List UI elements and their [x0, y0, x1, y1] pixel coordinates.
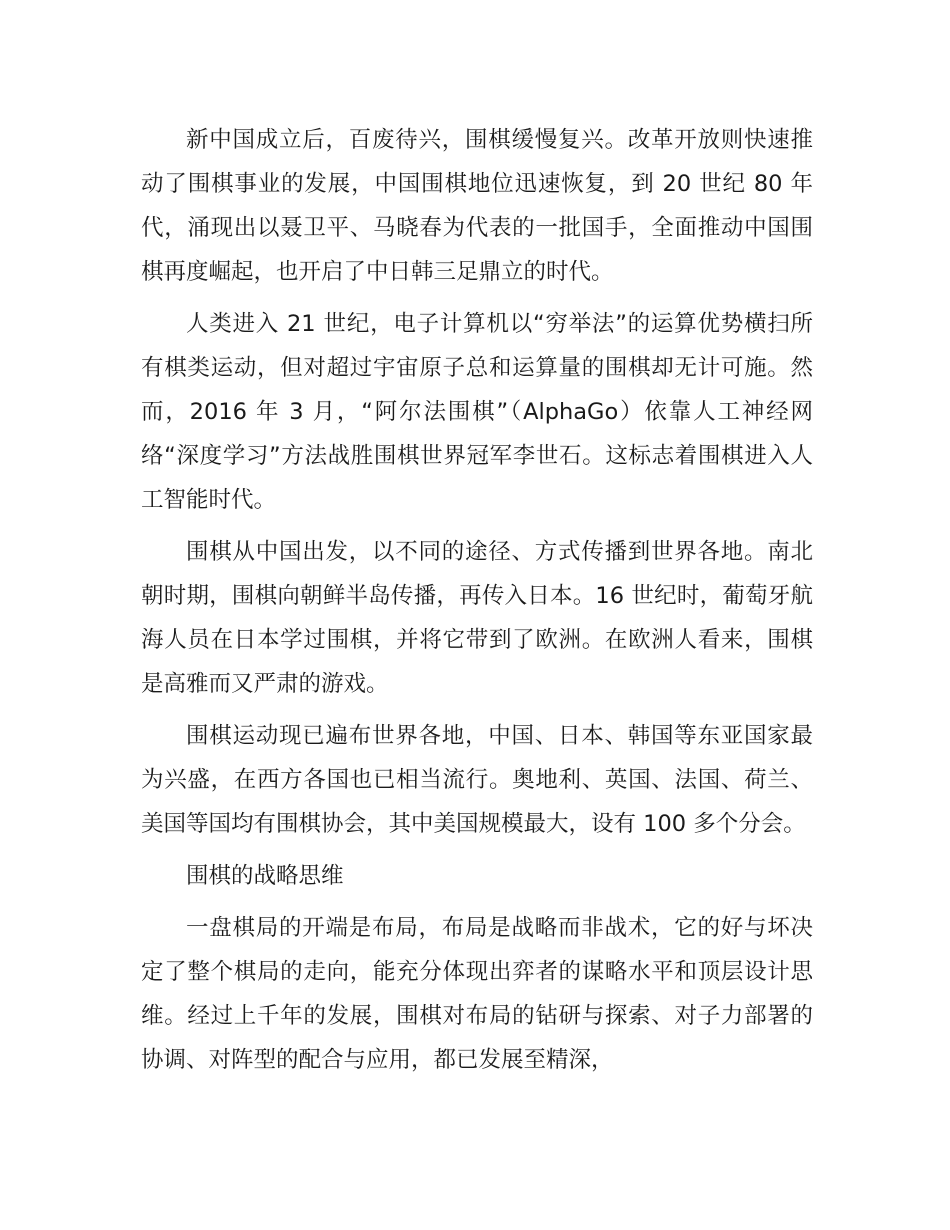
paragraph-5: 一盘棋局的开端是布局，布局是战略而非战术，它的好与坏决定了整个棋局的走向，能充分体现出弈者的谋略水平和顶层设计思维。经过上千年的发展，围棋对布局的钻研与探索、对子力部署的协调、对阵型的配合与应用，都已发展至精深， — [141, 915, 813, 1073]
section-heading: 围棋的战略思维 — [186, 863, 344, 889]
document-body — [141, 118, 813, 1090]
paragraph-4: 围棋运动现已遍布世界各地，中国、日本、韩国等东亚国家最为兴盛，在西方各国也已相当流行。奥地利、英国、法国、荷兰、美国等国均有围棋协会，其中美国规模最大，设有 100 多个分会。 — [141, 723, 813, 837]
paragraph-2: 人类进入 21 世纪，电子计算机以“穷举法”的运算优势横扫所有棋类运动，但对超过宇宙原子总和运算量的围棋却无计可施。然而，2016 年 3 月，“阿尔法围棋”（AlphaGo）依靠人工神经网络“深度学习”方法战胜围棋世界冠军李世石。这标志着围棋进入人工智能时代。 — [141, 311, 813, 513]
paragraph-3: 围棋从中国出发，以不同的途径、方式传播到世界各地。南北朝时期，围棋向朝鲜半岛传播，再传入日本。16 世纪时，葡萄牙航海人员在日本学过围棋，并将它带到了欧洲。在欧洲人看来，围棋是高雅而又严肃的游戏。 — [141, 539, 813, 697]
paragraph-1: 新中国成立后，百废待兴，围棋缓慢复兴。改革开放则快速推动了围棋事业的发展，中国围棋地位迅速恢复，到 20 世纪 80 年代，涌现出以聂卫平、马晓春为代表的一批国手，全面推动中国围棋再度崛起，也开启了中日韩三足鼎立的时代。 — [141, 127, 813, 285]
